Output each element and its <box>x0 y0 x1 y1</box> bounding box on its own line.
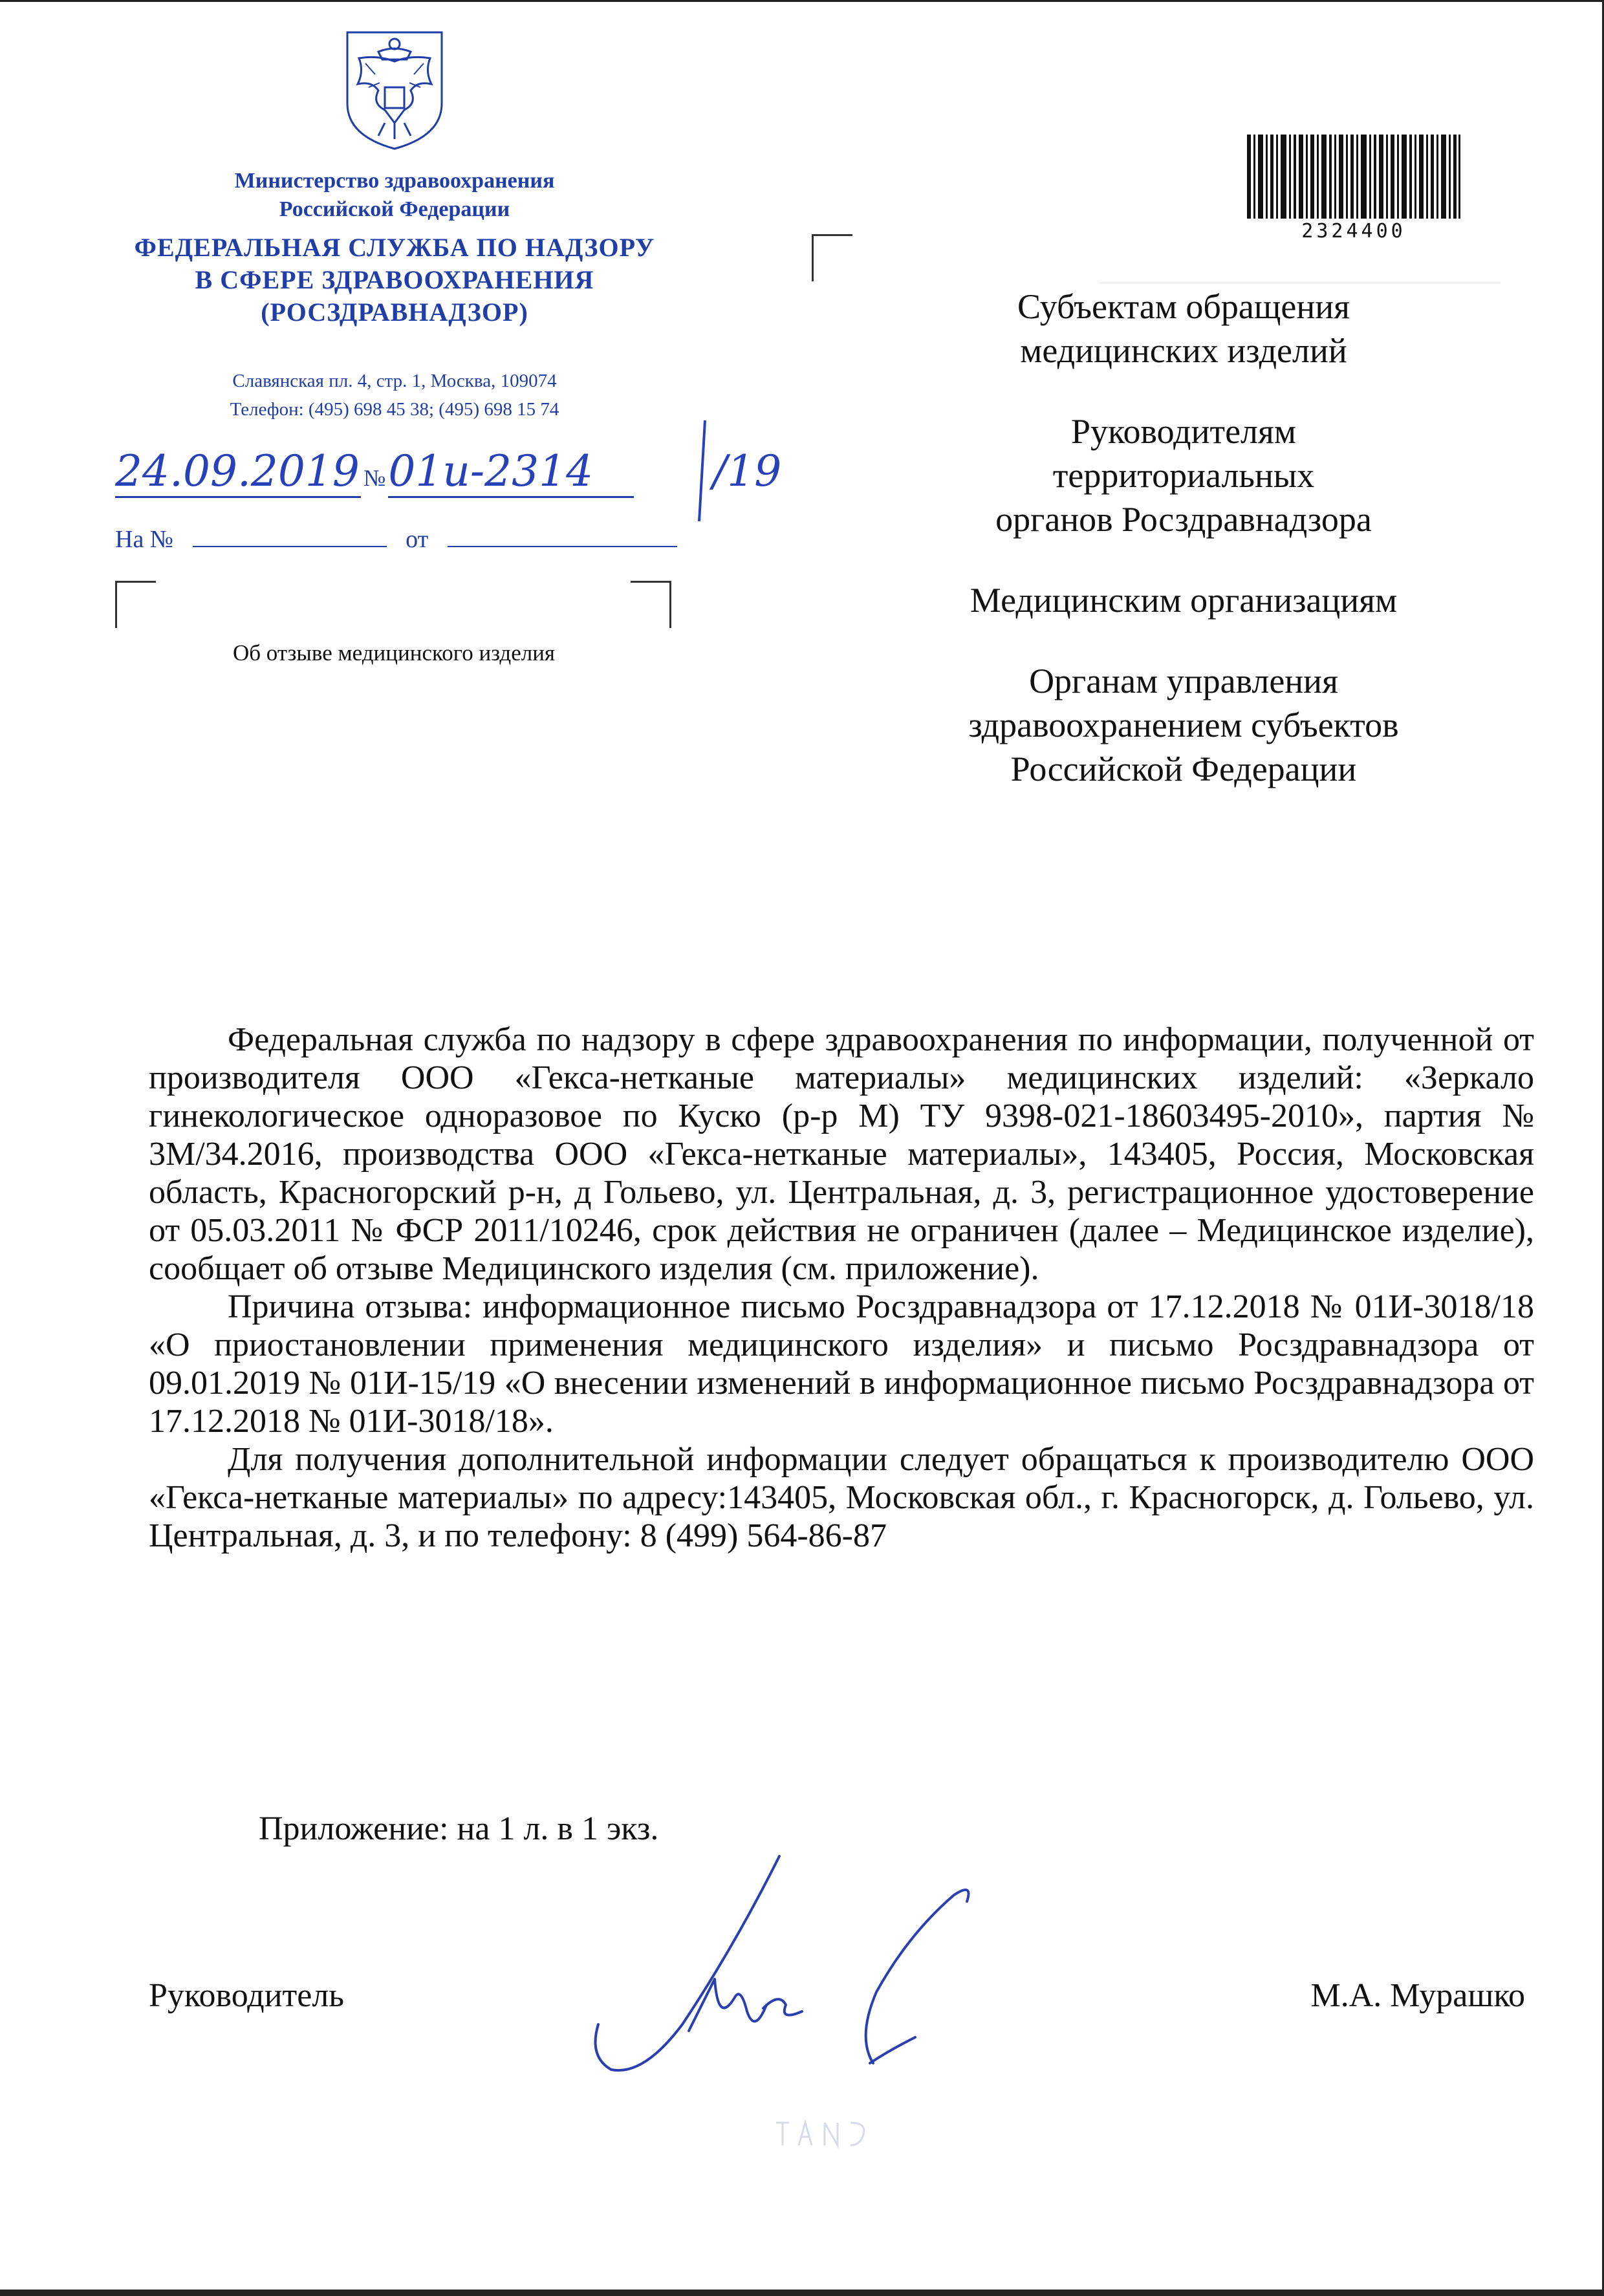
recipient-3 <box>899 578 1468 622</box>
number-sign: № <box>363 465 386 491</box>
barcode <box>1247 135 1460 219</box>
recipient-2-line-2: территориальных <box>1052 456 1315 495</box>
signer-title: Руководитель <box>149 1977 344 2014</box>
registration-year: /19 <box>713 446 782 496</box>
coat-of-arms-emblem <box>340 26 450 152</box>
signer-name: М.А. Мурашко <box>1310 1977 1525 2014</box>
recipients-block <box>899 285 1468 828</box>
registration-date: 24.09.2019 <box>115 446 361 498</box>
number-slash <box>697 419 706 523</box>
recipient-4-line-3: Российской Федерации <box>1010 750 1357 788</box>
appendix-note: Приложение: на 1 л. в 1 экз. <box>259 1810 659 1847</box>
handwritten-signature <box>585 1830 1051 2089</box>
reference-date-label: от <box>406 526 429 553</box>
letter-body <box>149 1021 1534 1555</box>
reference-line <box>115 525 677 554</box>
service-line-2: В СФЕРЕ ЗДРАВООХРАНЕНИЯ <box>195 265 594 294</box>
recipient-1 <box>899 285 1468 373</box>
ministry-name <box>116 167 673 224</box>
body-paragraph-3: Для получения дополнительной информации следует обращаться к производителю ООО «Гекса-нетканые материалы» по адресу:143405, Московская обл., г. Красногорск, д. Гольево, ул. Центральная, д. 3, и по телефону: 8 (499) 564-86-87 <box>149 1441 1534 1554</box>
service-line-3: (РОСЗДРАВНАДЗОР) <box>261 298 528 327</box>
recipient-2-line-3: органов Росздравнадзора <box>995 500 1372 539</box>
faint-stamp-mark <box>770 2110 880 2155</box>
address-line: Славянская пл. 4, стр. 1, Москва, 109074 <box>232 371 557 391</box>
service-line-1: ФЕДЕРАЛЬНАЯ СЛУЖБА ПО НАДЗОРУ <box>134 233 655 262</box>
recipient-4 <box>899 659 1468 791</box>
registration-line <box>115 446 671 504</box>
recipient-3-line-1: Медицинским организациям <box>970 581 1398 620</box>
registration-number: 01и-2314 <box>388 446 634 498</box>
page-edge-top <box>0 0 1604 2</box>
recipient-4-line-1: Органам управления <box>1029 662 1338 700</box>
letter-subject: Об отзыве медицинского изделия <box>232 640 556 666</box>
reference-date-blank <box>448 526 677 547</box>
body-paragraph-2: Причина отзыва: информационное письмо Росздравнадзора от 17.12.2018 № 01И-3018/18 «О приостановлении применения медицинского изделия» и письмо Росздравнадзора от 09.01.2019 № 01И-15/19 «О внесении изменений в информационное письмо Росздравнадзора от 17.12.2018 № 01И-3018/18». <box>149 1288 1534 1440</box>
recipient-2-line-1: Руководителям <box>1071 412 1296 451</box>
reference-number-label: На № <box>115 526 174 553</box>
body-paragraph-1: Федеральная служба по надзору в сфере здравоохранения по информации, полученной от производителя ООО «Гекса-нетканые материалы» медицинских изделий: «Зеркало гинекологическое одноразовое по Куско (р-р М) ТУ 9398-021-18603495-2010», партия № 3М/34.2016, производства ООО «Гекса-нетканые материалы», 143405, Россия, Московская область, Красногорский р-н, д Гольево, ул. Центральная, д. 3, регистрационное удостоверение от 05.03.2011 № ФСР 2011/10246, срок действия не ограничен (далее – Медицинское изделие), сообщает об отзыве Медицинского изделия (см. приложение). <box>149 1021 1534 1287</box>
recipient-2 <box>899 409 1468 541</box>
letterhead-address <box>116 367 673 424</box>
ministry-line-2: Российской Федерации <box>279 197 510 221</box>
ministry-line-1: Министерство здравоохранения <box>234 169 555 193</box>
page-edge-bottom <box>0 2290 1604 2296</box>
service-name <box>97 232 692 329</box>
phone-line: Телефон: (495) 698 45 38; (495) 698 15 74 <box>230 399 559 420</box>
barcode-number: 2324400 <box>1301 220 1406 243</box>
recipient-4-line-2: здравоохранением субъектов <box>968 706 1399 744</box>
recipient-1-line-1: Субъектам обращения <box>1017 287 1350 326</box>
subject-corner-right <box>631 581 671 628</box>
reference-number-blank <box>193 526 387 547</box>
recipient-1-line-2: медицинских изделий <box>1020 331 1347 370</box>
subject-corner-left <box>115 581 156 628</box>
address-corner-mark <box>812 234 852 281</box>
